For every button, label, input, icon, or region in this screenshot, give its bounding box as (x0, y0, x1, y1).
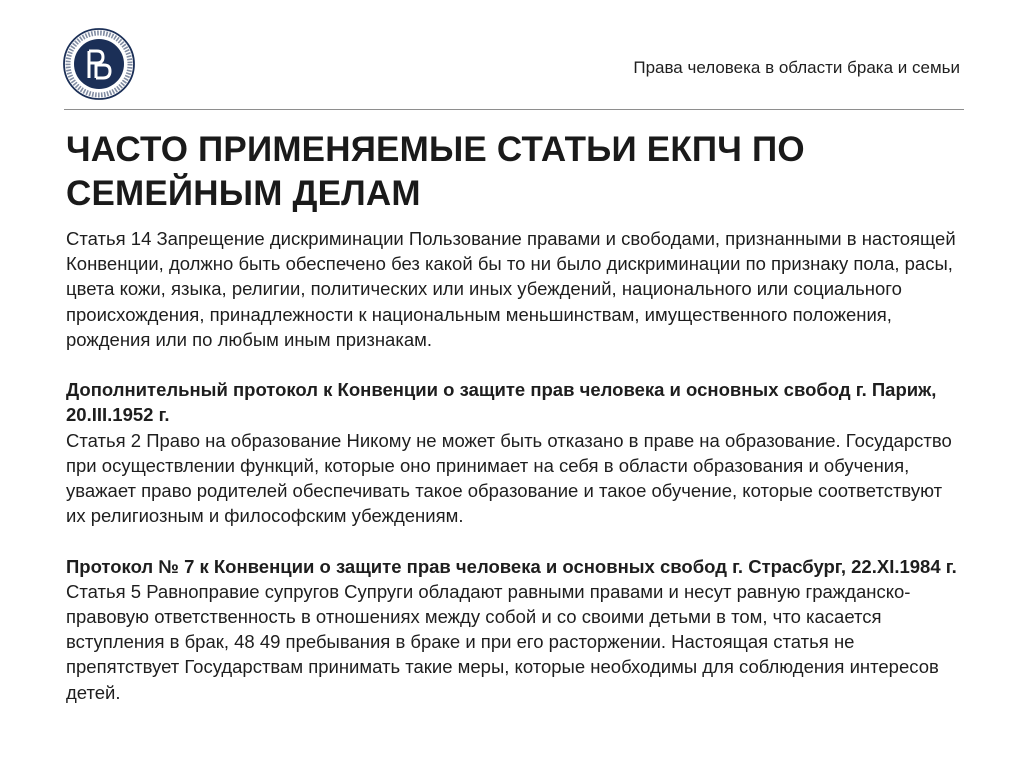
page-title-line-2: СЕМЕЙНЫМ ДЕЛАМ (66, 174, 421, 213)
protocol-7-heading: Протокол № 7 к Конвенции о защите прав человека и основных свобод г. Страсбург, 22.XI.1984 г. (66, 555, 957, 577)
page-title (66, 128, 966, 216)
presentation-title: Права человека в области брака и семьи (633, 58, 960, 77)
protocol-1-heading: Дополнительный протокол к Конвенции о защите прав человека и основных свобод г. Париж, 20.III.1952 г. (66, 379, 937, 426)
protocol-1-article-2-text: Статья 2 Право на образование Никому не может быть отказано в праве на образование. Государство при осуществлении функций, которые оно принимает на себя в области образования и обучения, уважает право родителей обеспечивать такое образование и такое обучение, которые соответствуют их религиозным и философским убеждениям. (66, 429, 952, 527)
paragraph-gap (66, 352, 966, 377)
article-14-text: Статья 14 Запрещение дискриминации Пользование правами и свободами, признанными в настоящей Конвенции, должно быть обеспечено без какой бы то ни было дискриминации по признаку пола, расы, цвета кожи, языка, религии, политических или иных убеждений, национального или социального происхождения, принадлежности к национальным меньшинствам, имущественного положения, рождения или по любым иным признакам. (66, 228, 956, 350)
hse-university-logo (62, 27, 136, 101)
paragraph-gap (66, 528, 966, 553)
protocol-7-article-5-text: Статья 5 Равноправие супругов Супруги обладают равными правами и несут равную гражданско-правовую ответственность в отношениях между собой и со своими детьми в том, что касается вступления в брак, 48 49 пребывания в браке и при его расторжении. Настоящая статья не препятствует Государствам принимать такие меры, которые необходимы для соблюдения интересов детей. (66, 580, 939, 703)
page-title-line-1: ЧАСТО ПРИМЕНЯЕМЫЕ СТАТЬИ ЕКПЧ ПО (66, 130, 805, 169)
slide-content (66, 226, 966, 705)
header-divider (64, 109, 964, 110)
